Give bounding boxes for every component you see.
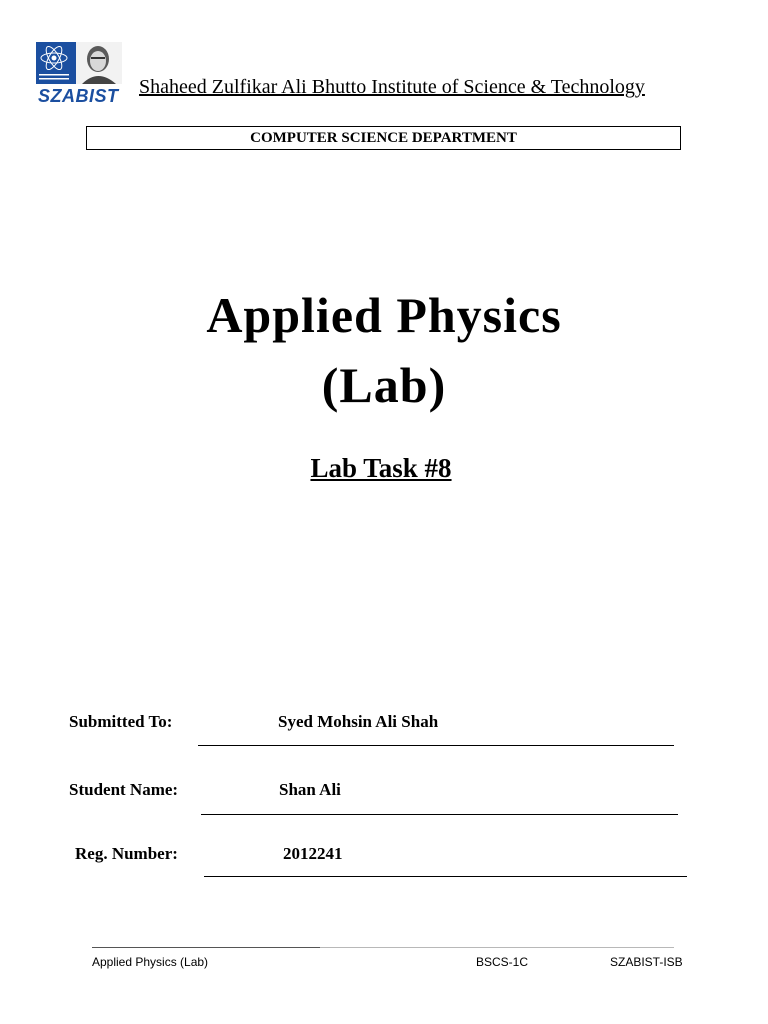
submitted-to-value: Syed Mohsin Ali Shah	[278, 712, 439, 731]
student-name-underline	[201, 814, 678, 815]
reg-number-label: Reg. Number:	[75, 844, 178, 863]
reg-number-value: 2012241	[283, 844, 343, 863]
lab-task-label: Lab Task #8	[310, 453, 452, 483]
institute-logo	[36, 42, 122, 106]
footer-course: Applied Physics (Lab)	[92, 955, 209, 969]
student-name-value: Shan Ali	[279, 780, 341, 799]
institute-name: Shaheed Zulfikar Ali Bhutto Institute of Science & Technology	[139, 76, 645, 98]
department-banner: COMPUTER SCIENCE DEPARTMENT	[86, 126, 681, 150]
submitted-to-underline	[198, 745, 674, 746]
student-name-label: Student Name:	[69, 780, 179, 799]
lab-task-heading	[0, 452, 762, 484]
logo-wordmark: SZABIST	[38, 86, 119, 106]
submitted-to-label: Submitted To:	[69, 712, 173, 731]
logo-emblem-icon	[36, 42, 122, 84]
footer-campus: SZABIST-ISB	[610, 955, 683, 969]
title-line-2: (Lab)	[321, 357, 447, 413]
title-line-1: Applied Physics	[206, 287, 562, 343]
footer-rule-accent	[92, 947, 320, 948]
reg-number-underline	[204, 876, 687, 877]
document-title	[0, 286, 768, 414]
footer-class: BSCS-1C	[476, 955, 529, 969]
